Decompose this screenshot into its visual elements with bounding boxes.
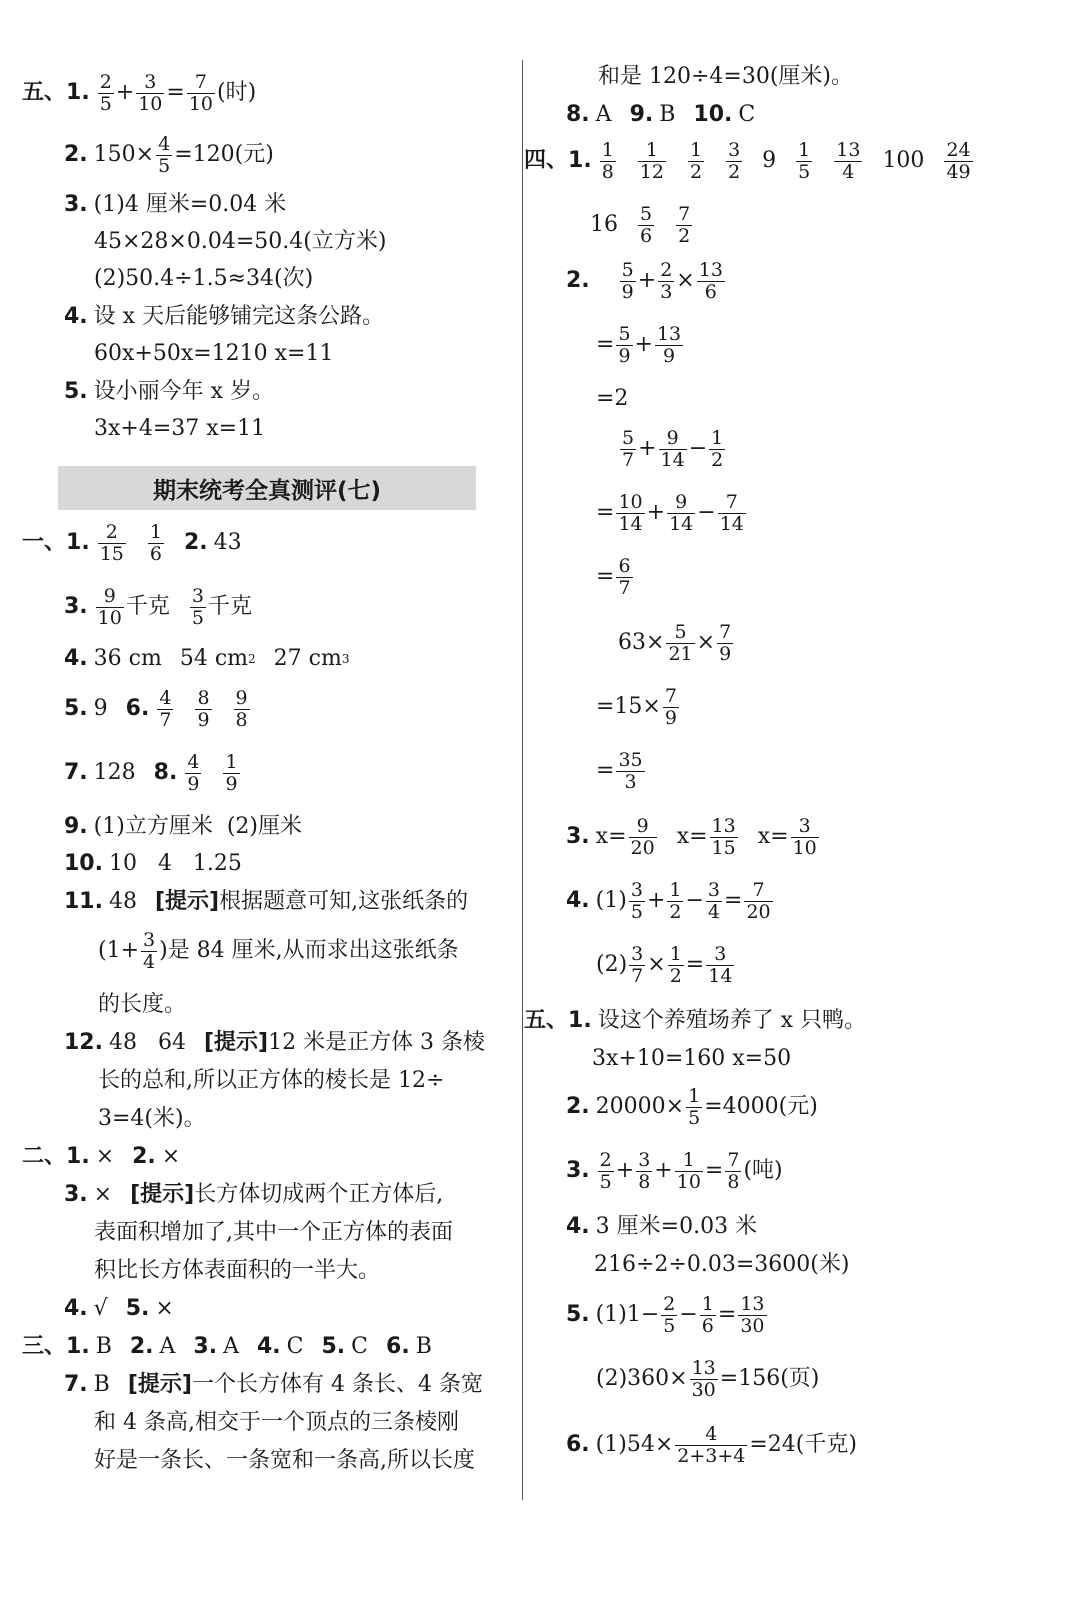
expr: x= bbox=[595, 824, 627, 850]
question-number: 1. bbox=[66, 80, 90, 106]
fraction: 1 8 bbox=[601, 139, 614, 183]
fraction: 5 7 bbox=[622, 427, 635, 471]
question-number: 4. bbox=[566, 1214, 590, 1239]
s1-q10 bbox=[64, 853, 242, 875]
answer: 43 bbox=[213, 530, 242, 556]
question-number: 1. bbox=[66, 1334, 90, 1359]
s1-q12-l2: 长的总和,所以正方体的棱长是 12÷ bbox=[98, 1068, 445, 1093]
fraction: 9 14 bbox=[669, 491, 694, 535]
question-number: 8. bbox=[153, 760, 178, 786]
question-number: 10. bbox=[693, 102, 733, 127]
s2-q3-l2: 表面积增加了,其中一个正方体的表面 bbox=[94, 1220, 453, 1245]
s4-q2-e1c: =2 bbox=[596, 386, 629, 411]
operator: − bbox=[679, 1302, 698, 1328]
fraction: 7 10 bbox=[188, 71, 214, 115]
question-number: 3. bbox=[566, 1158, 590, 1184]
question-number: 5. bbox=[125, 1296, 150, 1321]
section-label: 五、 bbox=[524, 1008, 569, 1033]
question-number: 5. bbox=[566, 1302, 590, 1328]
s3-q7-l2: 和 4 条高,相交于一个顶点的三条棱刚 bbox=[94, 1410, 459, 1435]
s5-q4-l1 bbox=[64, 306, 384, 328]
s1-row1 bbox=[22, 522, 242, 564]
s2-row1 bbox=[22, 1146, 180, 1168]
exponent: 2 bbox=[248, 652, 256, 666]
hint-label: [提示] bbox=[130, 1182, 195, 1207]
s4-q1-row2 bbox=[590, 204, 694, 246]
fraction: 1 5 bbox=[798, 139, 811, 183]
operator: + bbox=[637, 268, 657, 294]
s5-q4-l2: 216÷2÷0.03=3600(米) bbox=[594, 1252, 850, 1277]
s5-q1: 五、 1. 2 5 + 3 10 = 7 10 (时) bbox=[22, 71, 257, 115]
question-number: 2. bbox=[566, 1094, 590, 1120]
fraction: 2 3 bbox=[660, 259, 673, 303]
question-number: 5. bbox=[64, 379, 88, 404]
section-label: 一、 bbox=[22, 530, 67, 556]
hint-text: 长方体切成两个正方体后, bbox=[194, 1182, 444, 1207]
question-number: 5. bbox=[64, 696, 88, 722]
fraction: 5 9 bbox=[618, 323, 631, 367]
question-number: 11. bbox=[64, 889, 103, 914]
s2-q3-l3: 积比长方体表面积的一半大。 bbox=[94, 1258, 381, 1283]
expr: =120(元) bbox=[174, 142, 274, 168]
s5-q3-l2: 45×28×0.04=50.4(立方米) bbox=[94, 229, 387, 254]
question-number: 8. bbox=[566, 102, 590, 127]
unit: (吨) bbox=[743, 1158, 783, 1184]
fraction: 5 9 bbox=[621, 259, 634, 303]
question-number: 2. bbox=[566, 268, 590, 294]
continued-line: 和是 120÷4=30(厘米)。 bbox=[598, 64, 854, 89]
operator: = bbox=[724, 888, 743, 914]
fraction: 5 21 bbox=[668, 621, 693, 665]
s1-q9 bbox=[64, 816, 302, 838]
s5-q2 bbox=[566, 1086, 818, 1128]
fraction: 2 15 bbox=[99, 521, 124, 565]
fraction: 3 5 bbox=[630, 879, 643, 923]
operator: − bbox=[685, 888, 704, 914]
operator: = bbox=[704, 1158, 724, 1184]
s4-q2-e2c bbox=[596, 556, 635, 598]
s2-q3-l1 bbox=[64, 1184, 443, 1206]
fraction: 8 9 bbox=[197, 687, 210, 731]
fraction: 1 6 bbox=[701, 1293, 714, 1337]
question-number: 6. bbox=[386, 1334, 410, 1359]
fraction: 6 7 bbox=[618, 555, 631, 599]
s5-q1-l1 bbox=[524, 1010, 866, 1032]
answer-line: 3 厘米=0.03 米 bbox=[595, 1214, 758, 1239]
fraction: 13 9 bbox=[656, 323, 682, 367]
expr: (1) bbox=[595, 888, 627, 914]
fraction: 2 5 bbox=[99, 71, 112, 115]
fraction: 1 2 bbox=[669, 943, 682, 987]
fraction: 1 5 bbox=[688, 1085, 701, 1129]
fraction: 7 8 bbox=[727, 1149, 740, 1193]
fraction: 10 14 bbox=[618, 491, 643, 535]
fraction: 3 10 bbox=[138, 71, 163, 115]
expr: (2) bbox=[596, 952, 628, 978]
fraction: 1 9 bbox=[225, 751, 238, 795]
s4-q4-l2 bbox=[596, 944, 736, 986]
s3-row1 bbox=[22, 1336, 432, 1358]
operator: = bbox=[717, 1302, 737, 1328]
s3-q7-l3: 好是一条长、一条宽和一条高,所以长度 bbox=[94, 1448, 475, 1473]
answer: B bbox=[93, 1372, 110, 1397]
answer-line: (1)4 厘米=0.04 米 bbox=[93, 192, 287, 217]
s5-q2 bbox=[64, 134, 274, 176]
fraction: 13 6 bbox=[698, 259, 723, 303]
fraction: 1 10 bbox=[676, 1149, 701, 1193]
answer: 10 4 1.25 bbox=[108, 851, 242, 876]
question-number: 3. bbox=[566, 824, 590, 850]
hint-label: [提示] bbox=[203, 1030, 269, 1055]
answer: (1)立方厘米 (2)厘米 bbox=[93, 814, 302, 839]
expr: =24(千克) bbox=[749, 1432, 857, 1458]
question-number: 2. bbox=[183, 530, 208, 556]
question-number: 1. bbox=[568, 1008, 592, 1033]
s1-q11-l2 bbox=[98, 930, 459, 972]
operator: × bbox=[676, 268, 695, 294]
hint-text: 一个长方体有 4 条长、4 条宽 bbox=[191, 1372, 483, 1397]
question-number: 9. bbox=[629, 102, 654, 127]
operator: − bbox=[688, 436, 708, 462]
exponent: 3 bbox=[341, 652, 350, 666]
operator: × bbox=[696, 630, 716, 656]
s4-q2-e3b bbox=[596, 686, 681, 728]
fraction: 35 3 bbox=[618, 749, 643, 793]
question-number: 4. bbox=[64, 304, 88, 329]
fraction: 4 5 bbox=[158, 133, 171, 177]
expr: 63× bbox=[618, 630, 665, 656]
expr: =4000(元) bbox=[704, 1094, 818, 1120]
s1-q12-l3: 3=4(米)。 bbox=[98, 1106, 206, 1131]
s4-q2-e1a bbox=[566, 260, 727, 302]
s5-q5-l2: 3x+4=37 x=11 bbox=[94, 416, 266, 441]
fraction: 4 7 bbox=[159, 687, 172, 731]
answer: × bbox=[161, 1144, 181, 1169]
question-number: 3. bbox=[64, 594, 88, 620]
fraction: 3 7 bbox=[631, 943, 644, 987]
hint-label: [提示] bbox=[127, 1372, 192, 1397]
s5-q4-l2: 60x+50x=1210 x=11 bbox=[94, 341, 334, 366]
fraction: 13 15 bbox=[711, 815, 736, 859]
fraction: 7 9 bbox=[664, 685, 677, 729]
question-number: 4. bbox=[64, 1296, 88, 1321]
fraction: 7 20 bbox=[746, 879, 771, 923]
section-label: 二、 bbox=[22, 1144, 67, 1169]
fraction: 3 5 bbox=[191, 585, 204, 629]
column-divider bbox=[522, 60, 523, 1500]
s5-q3-l3: (2)50.4÷1.5≈34(次) bbox=[94, 266, 314, 291]
expr: =156(页) bbox=[719, 1366, 820, 1392]
fraction: 9 14 bbox=[660, 427, 685, 471]
question-number: 6. bbox=[125, 696, 150, 722]
fraction: 9 10 bbox=[97, 585, 122, 629]
fraction: 1 2 bbox=[669, 879, 682, 923]
operator: − bbox=[697, 500, 716, 526]
question-number: 4. bbox=[256, 1334, 281, 1359]
s4-q2-e2a bbox=[618, 428, 727, 470]
s5-q6 bbox=[566, 1424, 857, 1466]
answer: × bbox=[95, 1144, 115, 1169]
fraction: 13 4 bbox=[836, 139, 861, 183]
expr: 20000× bbox=[595, 1094, 685, 1120]
question-number: 1. bbox=[66, 1144, 90, 1169]
s2-row4 bbox=[64, 1298, 174, 1320]
operator: + bbox=[638, 436, 657, 462]
question-number: 5. bbox=[321, 1334, 346, 1359]
section-label: 三、 bbox=[22, 1334, 67, 1359]
fraction: 7 14 bbox=[719, 491, 744, 535]
fraction: 1 6 bbox=[149, 521, 162, 565]
fraction: 3 4 bbox=[707, 879, 720, 923]
answer: × bbox=[155, 1296, 174, 1321]
question-number: 2. bbox=[132, 1144, 156, 1169]
hint-text: 12 米是正方体 3 条棱 bbox=[268, 1030, 486, 1055]
question-number: 3. bbox=[193, 1334, 218, 1359]
answer: C bbox=[286, 1334, 304, 1359]
answer: 9 bbox=[93, 696, 108, 722]
s1-q4 bbox=[64, 648, 349, 670]
fraction: 2 5 bbox=[599, 1149, 612, 1193]
hint-text: (1+ bbox=[98, 938, 140, 964]
s4-q4-l1 bbox=[566, 880, 775, 922]
question-number: 3. bbox=[64, 1182, 88, 1207]
fraction: 5 6 bbox=[640, 203, 653, 247]
s4-q2-e3a bbox=[618, 622, 735, 664]
fraction: 1 12 bbox=[639, 139, 664, 183]
s4-q2-e1b bbox=[596, 324, 685, 366]
answer-line: 设 x 天后能够铺完这条公路。 bbox=[93, 304, 385, 329]
expr: x= bbox=[676, 824, 708, 850]
question-number: 3. bbox=[64, 192, 88, 217]
answer: B bbox=[95, 1334, 112, 1359]
fraction: 13 30 bbox=[740, 1293, 765, 1337]
question-number: 2. bbox=[129, 1334, 154, 1359]
answer: 48 64 bbox=[108, 1030, 186, 1055]
section-label: 五、 bbox=[22, 80, 67, 106]
expr: 150× bbox=[93, 142, 155, 168]
answer: 54 cm bbox=[179, 646, 249, 671]
fraction: 1 2 bbox=[689, 139, 703, 183]
s5-q5-l2 bbox=[596, 1358, 819, 1400]
fraction: 24 49 bbox=[946, 139, 971, 183]
s4-q2-e3c bbox=[596, 750, 647, 792]
s1-q5-q6 bbox=[64, 688, 252, 730]
answer-line: 设小丽今年 x 岁。 bbox=[93, 379, 275, 404]
question-number: 4. bbox=[64, 646, 88, 671]
operator: = bbox=[596, 564, 615, 590]
question-number: 12. bbox=[64, 1030, 103, 1055]
s4-q1-row1 bbox=[524, 140, 975, 182]
operator: = bbox=[596, 758, 615, 784]
unit: 千克 bbox=[125, 594, 170, 620]
question-number: 7. bbox=[64, 760, 88, 786]
fraction: 3 8 bbox=[638, 1149, 651, 1193]
operator: + bbox=[654, 1158, 673, 1184]
expr: (1)1− bbox=[595, 1302, 660, 1328]
operator: = bbox=[596, 500, 615, 526]
fraction: 9 20 bbox=[630, 815, 655, 859]
answer: 27 cm bbox=[273, 646, 342, 671]
s4-q2-e2b bbox=[596, 492, 748, 534]
answer: 16 bbox=[590, 212, 618, 238]
s1-q12-l1 bbox=[64, 1032, 485, 1054]
operator: = bbox=[685, 952, 705, 978]
question-number: 9. bbox=[64, 814, 88, 839]
section-banner: 期末统考全真测评(七) bbox=[58, 466, 476, 510]
r-row-8-10 bbox=[566, 104, 755, 126]
section-label: 四、 bbox=[524, 148, 569, 174]
s1-q11-l1 bbox=[64, 891, 468, 913]
answer: 48 bbox=[108, 889, 137, 914]
question-number: 1. bbox=[66, 530, 90, 556]
fraction: 4 2+3+4 bbox=[677, 1423, 746, 1467]
expr: (1)54× bbox=[595, 1432, 674, 1458]
question-number: 2. bbox=[64, 142, 88, 168]
operator: + bbox=[615, 1158, 635, 1184]
fraction: 3 2 bbox=[728, 139, 741, 183]
answer: 36 cm bbox=[93, 646, 162, 671]
fraction: 1 2 bbox=[711, 427, 724, 471]
question-number: 6. bbox=[566, 1432, 590, 1458]
answer: C bbox=[738, 102, 756, 127]
s5-q5-l1 bbox=[64, 381, 274, 403]
fraction: 3 14 bbox=[708, 943, 733, 987]
answer-line: 设这个养殖场养了 x 只鸭。 bbox=[597, 1008, 867, 1033]
operator: + bbox=[646, 888, 666, 914]
answer: C bbox=[351, 1334, 369, 1359]
expr: (2)360× bbox=[596, 1366, 688, 1392]
operator: + bbox=[646, 500, 666, 526]
answer: 9 bbox=[762, 148, 777, 174]
fraction: 3 4 bbox=[143, 929, 156, 973]
question-number: 10. bbox=[64, 851, 103, 876]
question-number: 4. bbox=[566, 888, 590, 914]
answer: A bbox=[223, 1334, 239, 1359]
operator: + bbox=[634, 332, 653, 358]
answer: B bbox=[659, 102, 676, 127]
fraction: 2 5 bbox=[663, 1293, 676, 1337]
s1-q7-q8 bbox=[64, 752, 242, 794]
s5-q3-l1 bbox=[64, 194, 286, 216]
hint-label: [提示] bbox=[154, 889, 220, 914]
answer: × bbox=[93, 1182, 113, 1207]
hint-text: )是 84 厘米,从而求出这张纸条 bbox=[159, 938, 459, 964]
operator: = bbox=[596, 332, 615, 358]
unit: (时) bbox=[217, 80, 257, 106]
expr: x= bbox=[757, 824, 789, 850]
s3-q7-l1 bbox=[64, 1374, 483, 1396]
answer: 128 bbox=[93, 760, 136, 786]
operator: × bbox=[647, 952, 666, 978]
s5-q1-l2: 3x+10=160 x=50 bbox=[592, 1046, 792, 1071]
s5-q5-l1 bbox=[566, 1294, 769, 1336]
answer: A bbox=[159, 1334, 176, 1359]
fraction: 9 8 bbox=[235, 687, 248, 731]
fraction: 4 9 bbox=[187, 751, 200, 795]
fraction: 3 10 bbox=[792, 815, 817, 859]
unit: 千克 bbox=[207, 594, 252, 620]
question-number: 1. bbox=[568, 148, 592, 174]
fraction: 7 9 bbox=[719, 621, 732, 665]
expr: =15× bbox=[596, 694, 661, 720]
answer: √ bbox=[93, 1296, 108, 1321]
question-number: 7. bbox=[64, 1372, 88, 1397]
s5-q3 bbox=[566, 1150, 783, 1192]
hint-text: 根据题意可知,这张纸条的 bbox=[219, 889, 469, 914]
s1-q3 bbox=[64, 586, 252, 628]
s5-q4-l1 bbox=[566, 1216, 757, 1238]
answer: B bbox=[415, 1334, 432, 1359]
fraction: 7 2 bbox=[678, 203, 691, 247]
answer: 100 bbox=[882, 148, 925, 174]
answer: A bbox=[595, 102, 612, 127]
fraction: 13 30 bbox=[691, 1357, 716, 1401]
s1-q11-l3: 的长度。 bbox=[98, 992, 187, 1017]
s4-q3 bbox=[566, 816, 821, 858]
